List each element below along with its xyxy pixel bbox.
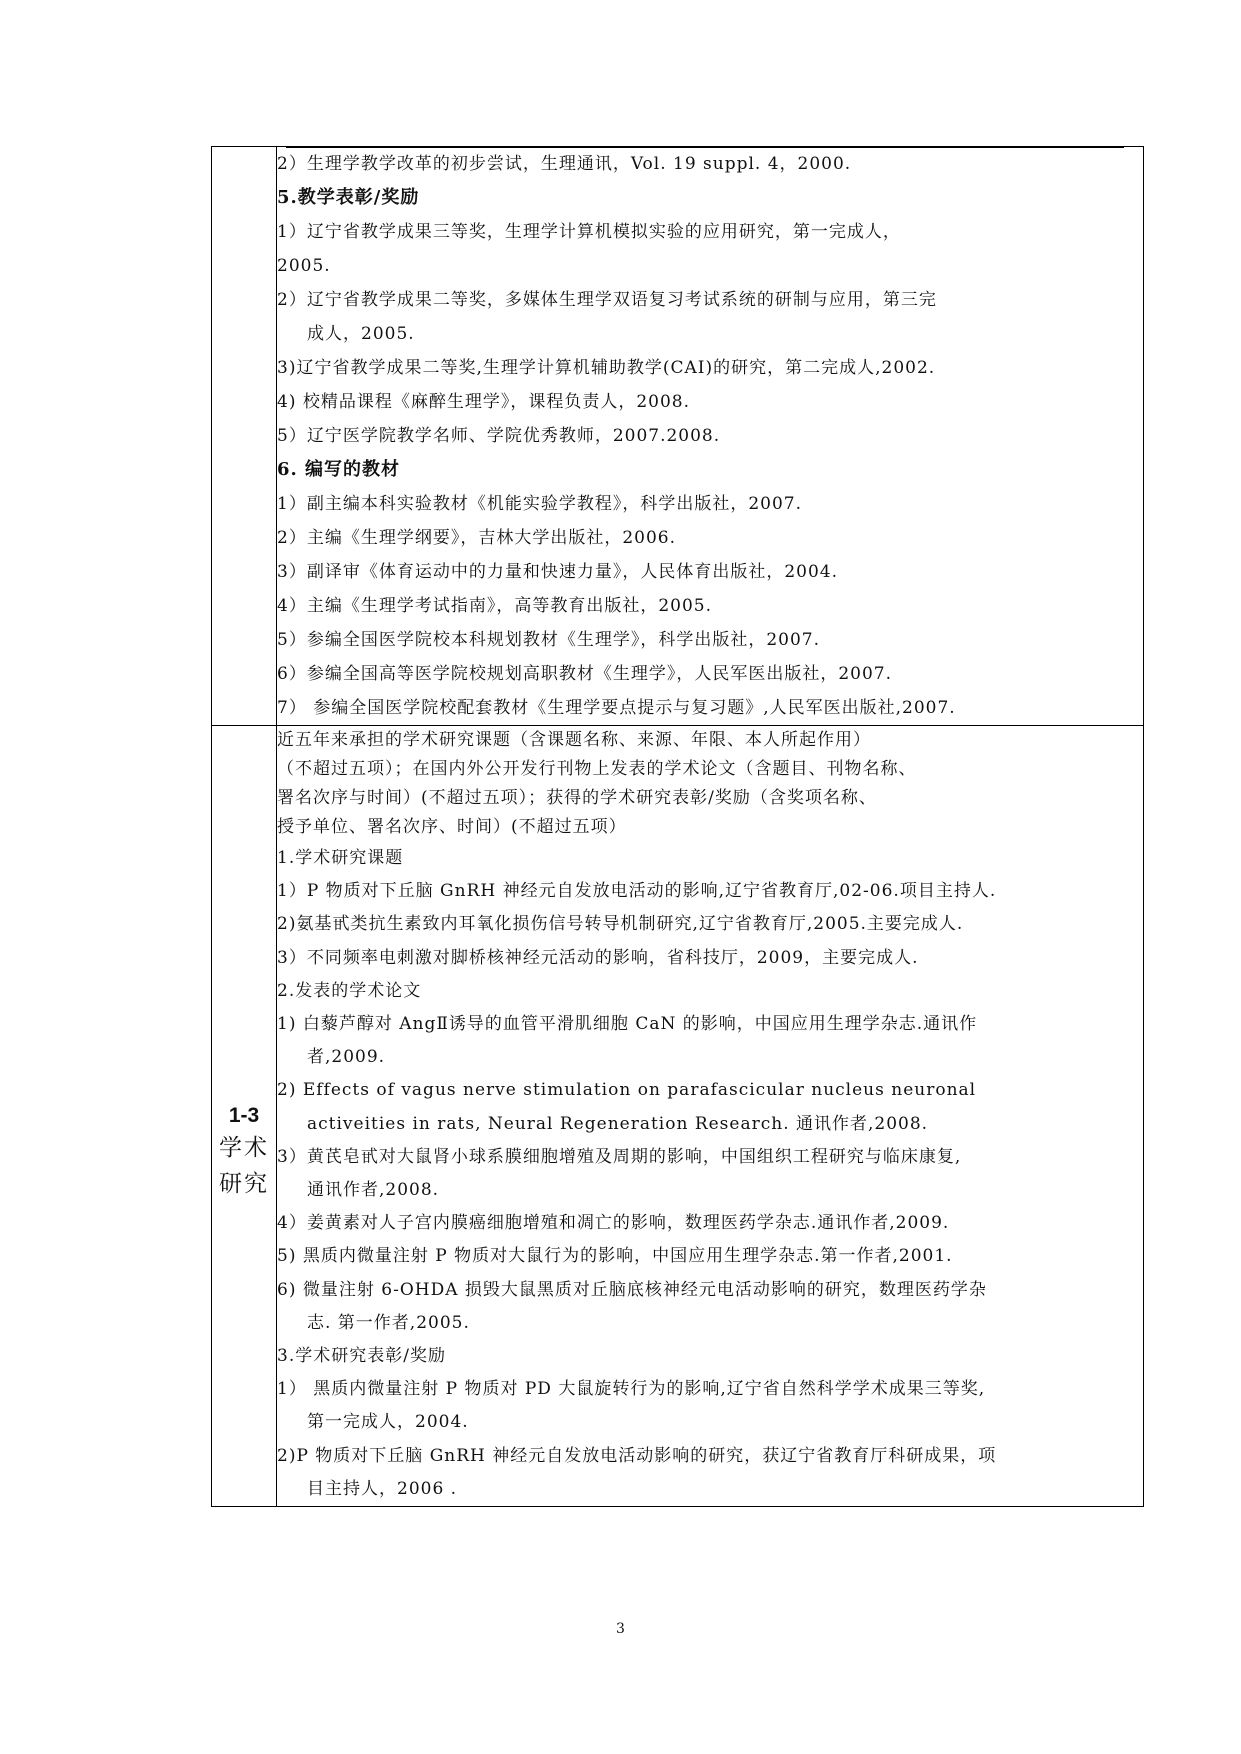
list-item: 目主持人，2006 . [307, 1478, 458, 1499]
list-item: 2)氨基甙类抗生素致内耳氧化损伤信号转导机制研究,辽宁省教育厅,2005.主要完成人. [277, 914, 964, 935]
section-label-line2: 研究 [219, 1171, 269, 1197]
list-item: 3.学术研究表彰/奖励 [277, 1346, 446, 1367]
list-item: activeities in rats, Neural Regeneration Research. 通讯作者,2008. [307, 1113, 929, 1134]
list-item: 3)辽宁省教学成果二等奖,生理学计算机辅助教学(CAI)的研究，第二完成人,2002. [277, 358, 936, 378]
section-code: 1-3 [228, 1104, 260, 1127]
list-item: 1）P 物质对下丘脑 GnRH 神经元自发放电活动的影响,辽宁省教育厅,02-06.项目主持人. [277, 881, 997, 902]
page-number: 3 [616, 1621, 625, 1637]
research-label-cell [212, 726, 277, 1507]
list-item: 3）副译审《体育运动中的力量和快速力量》，人民体育出版社，2004. [277, 562, 838, 582]
list-item: 2）主编《生理学纲要》，吉林大学出版社，2006. [277, 528, 676, 548]
section-heading: 5.教学表彰/奖励 [277, 187, 420, 208]
list-item: 2.发表的学术论文 [277, 980, 422, 1001]
section-label-line1: 学术 [219, 1135, 269, 1161]
teaching-content-cell [277, 147, 1144, 726]
teaching-lines [277, 147, 1143, 725]
list-item: 4）主编《生理学考试指南》，高等教育出版社，2005. [277, 596, 712, 616]
intro-text: 授予单位、署名次序、时间）(不超过五项） [277, 817, 627, 837]
teaching-label-cell [212, 147, 277, 726]
application-form-table [211, 146, 1144, 1507]
list-item: 3）黄芪皂甙对大鼠肾小球系膜细胞增殖及周期的影响，中国组织工程研究与临床康复, [277, 1146, 962, 1167]
intro-text: 近五年来承担的学术研究课题（含课题名称、来源、年限、本人所起作用） [277, 730, 871, 750]
list-item: 1）副主编本科实验教材《机能实验学教程》，科学出版社，2007. [277, 494, 802, 514]
list-item: 成人，2005. [307, 324, 415, 344]
list-item: 1.学术研究课题 [277, 848, 404, 868]
list-item: 2）生理学教学改革的初步尝试，生理通讯，Vol. 19 suppl. 4，2000. [277, 154, 852, 174]
research-lines [277, 842, 1143, 1506]
list-item: 4) 校精品课程《麻醉生理学》，课程负责人，2008. [277, 392, 691, 412]
list-item: 1) 白藜芦醇对 AngⅡ诱导的血管平滑肌细胞 CaN 的影响，中国应用生理学杂志.通讯作 [277, 1014, 978, 1035]
list-item: 1） 黑质内微量注射 P 物质对 PD 大鼠旋转行为的影响,辽宁省自然科学学术成果三等奖, [277, 1379, 986, 1400]
list-item: 2)P 物质对下丘脑 GnRH 神经元自发放电活动影响的研究，获辽宁省教育厅科研成果，项 [277, 1445, 997, 1466]
intro-text: （不超过五项）；在国内外公开发行刊物上发表的学术论文（含题目、刊物名称、 [277, 759, 917, 779]
list-item: 2005. [277, 256, 331, 276]
list-item: 6）参编全国高等医学院校规划高职教材《生理学》，人民军医出版社，2007. [277, 664, 892, 684]
list-item: 4）姜黄素对人子宫内膜癌细胞增殖和凋亡的影响，数理医药学杂志.通讯作者,2009. [277, 1213, 950, 1234]
list-item: 5) 黑质内微量注射 P 物质对大鼠行为的影响，中国应用生理学杂志.第一作者,2001. [277, 1246, 953, 1267]
list-item: 3）不同频率电刺激对脚桥核神经元活动的影响，省科技厅，2009，主要完成人. [277, 947, 919, 968]
research-row [212, 726, 1144, 1507]
research-intro [277, 726, 1143, 842]
intro-text: 署名次序与时间）(不超过五项）；获得的学术研究表彰/奖励（含奖项名称、 [277, 788, 877, 808]
list-item: 志. 第一作者,2005. [307, 1312, 470, 1333]
section-heading: 6. 编写的教材 [277, 459, 401, 480]
list-item: 6) 微量注射 6-OHDA 损毁大鼠黑质对丘脑底核神经元电活动影响的研究，数理医药学杂 [277, 1279, 987, 1300]
list-item: 1）辽宁省教学成果三等奖，生理学计算机模拟实验的应用研究，第一完成人， [277, 222, 901, 242]
teaching-row [212, 147, 1144, 726]
list-item: 通讯作者,2008. [307, 1180, 440, 1201]
list-item: 2）辽宁省教学成果二等奖，多媒体生理学双语复习考试系统的研制与应用，第三完 [277, 290, 937, 310]
list-item: 第一完成人，2004. [307, 1412, 469, 1433]
research-content-cell [277, 726, 1144, 1507]
list-item: 5）参编全国医学院校本科规划教材《生理学》，科学出版社，2007. [277, 630, 820, 650]
list-item: 7） 参编全国医学院校配套教材《生理学要点提示与复习题》,人民军医出版社,2007. [277, 698, 956, 718]
list-item: 5）辽宁医学院教学名师、学院优秀教师，2007.2008. [277, 426, 721, 446]
list-item: 2) Effects of vagus nerve stimulation on parafascicular nucleus neuronal [277, 1080, 977, 1101]
list-item: 者,2009. [307, 1047, 386, 1068]
